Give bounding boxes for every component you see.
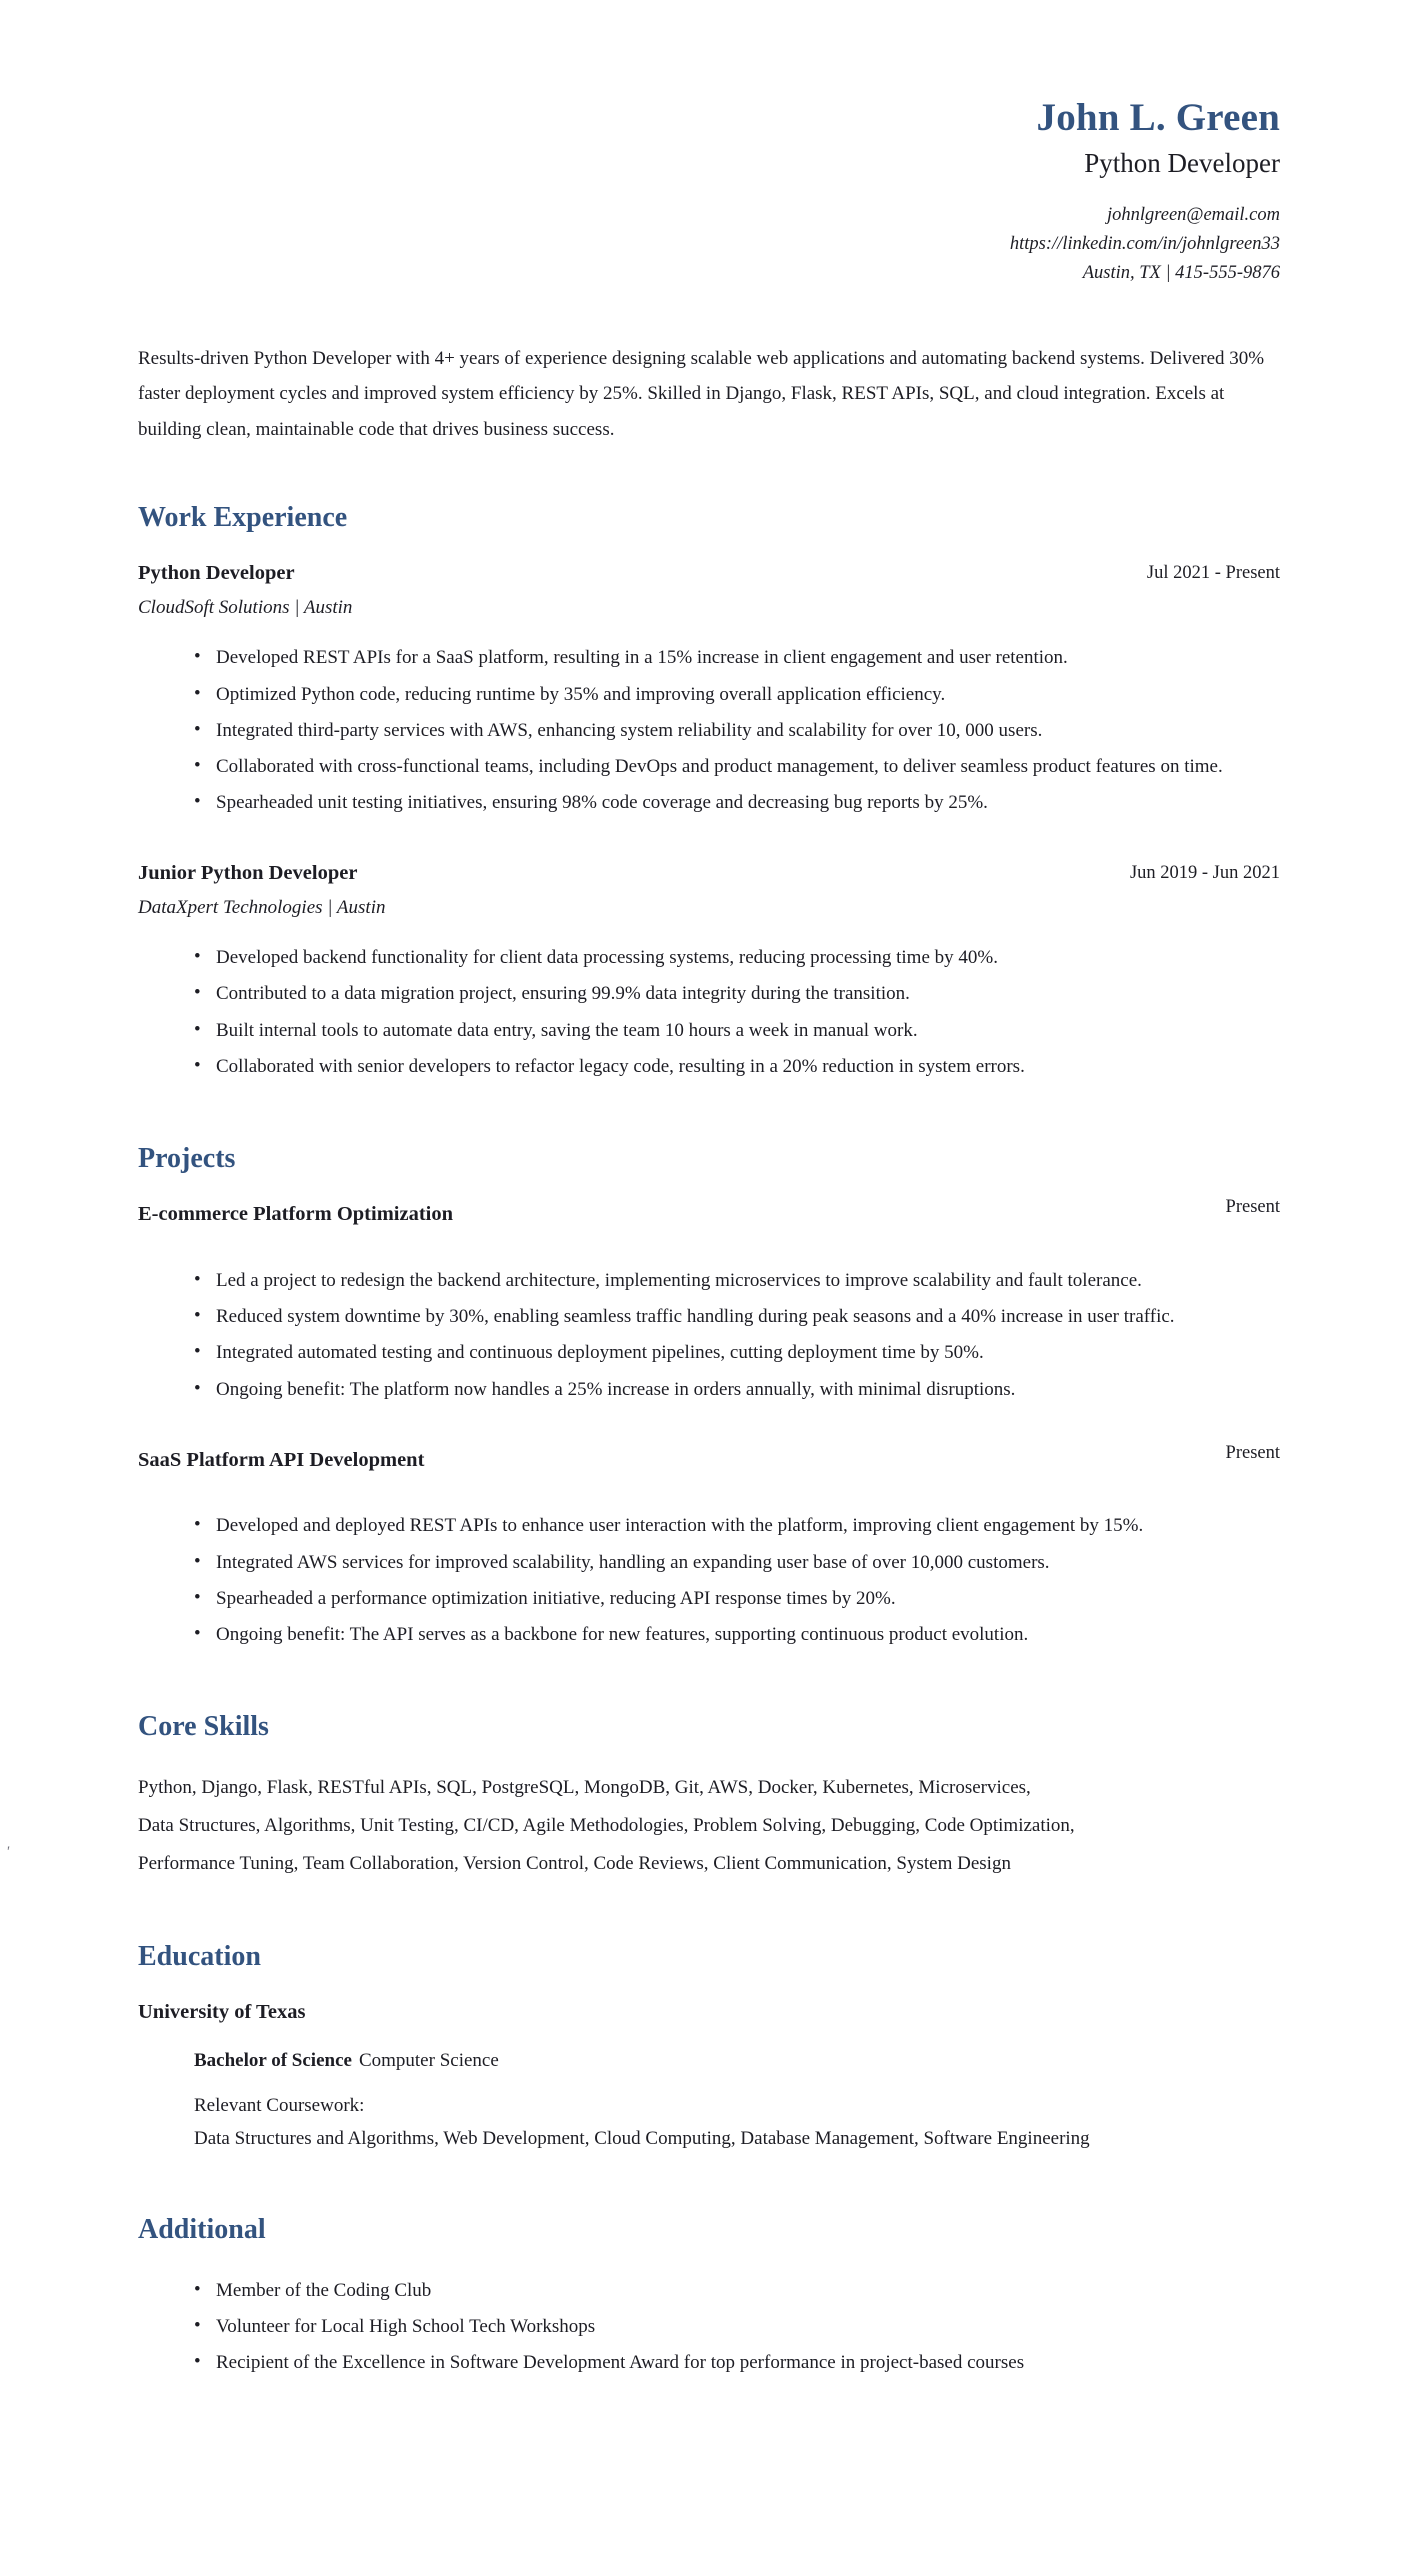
list-item: • Developed and deployed REST APIs to enhance user interaction with the platform, improving client engagement by 15%. bbox=[194, 1508, 1280, 1543]
project-bullets bbox=[138, 1263, 1280, 1407]
list-item: • Volunteer for Local High School Tech Workshops bbox=[194, 2309, 1280, 2344]
project-entry-head bbox=[138, 1442, 1280, 1475]
project-title: SaaS Platform API Development bbox=[138, 1448, 425, 1471]
job-title: Python Developer bbox=[138, 562, 295, 585]
coursework-list: Data Structures and Algorithms, Web Development, Cloud Computing, Database Management, Software Engineering bbox=[194, 2127, 1090, 2149]
project-entry-head bbox=[138, 1197, 1280, 1229]
list-item: • Ongoing benefit: The platform now handles a 25% increase in orders annually, with minimal disruptions. bbox=[194, 1372, 1280, 1407]
education-detail bbox=[138, 2046, 1280, 2155]
section-projects bbox=[138, 1142, 1280, 1652]
scan-artifact: ' bbox=[6, 1844, 10, 1860]
project-bullets bbox=[138, 1508, 1280, 1652]
section-title-skills: Core Skills bbox=[138, 1710, 269, 1742]
project-dates: Present bbox=[1225, 1197, 1280, 1218]
list-item: • Member of the Coding Club bbox=[194, 2273, 1280, 2308]
professional-summary: Results-driven Python Developer with 4+ years of experience designing scalable web applications and automating backend systems. Delivered 30% faster deployment cycles and improved system efficiency by 25%. Skilled in Django, Flask, REST APIs, SQL, and cloud integration. Excels at building clean, maintainable code that drives business success. bbox=[138, 348, 1265, 440]
project-title: E-commerce Platform Optimization bbox=[138, 1203, 453, 1226]
skills-line: Python, Django, Flask, RESTful APIs, SQL, PostgreSQL, MongoDB, Git, AWS, Docker, Kubernetes, Microservices, bbox=[138, 1776, 1031, 1798]
additional-bullets bbox=[138, 2273, 1280, 2380]
contact-email[interactable]: johnlgreen@email.com bbox=[1106, 205, 1280, 226]
coursework-label: Relevant Coursework: bbox=[194, 2095, 365, 2117]
list-item: • Optimized Python code, reducing runtime by 35% and improving overall application efficiency. bbox=[194, 677, 1280, 712]
list-item: • Integrated automated testing and continuous deployment pipelines, cutting deployment time by 50%. bbox=[194, 1335, 1280, 1370]
section-title-work: Work Experience bbox=[138, 501, 348, 533]
skills-line: Performance Tuning, Team Collaboration, Version Control, Code Reviews, Client Communication, System Design bbox=[138, 1852, 1011, 1874]
section-core-skills bbox=[138, 1710, 1280, 1882]
job-title: Junior Python Developer bbox=[138, 862, 358, 885]
project-dates: Present bbox=[1225, 1442, 1280, 1463]
list-item: • Led a project to redesign the backend architecture, implementing microservices to improve scalability and fault tolerance. bbox=[194, 1263, 1280, 1298]
candidate-role: Python Developer bbox=[1084, 147, 1280, 178]
job-bullets bbox=[138, 640, 1280, 820]
project-entry bbox=[138, 1197, 1280, 1406]
contact-linkedin[interactable]: https://linkedin.com/in/johnlgreen33 bbox=[1009, 233, 1280, 254]
education-field: Computer Science bbox=[358, 2050, 499, 2072]
list-item: • Integrated AWS services for improved scalability, handling an expanding user base of over 10,000 customers. bbox=[194, 1545, 1280, 1580]
candidate-name: John L. Green bbox=[1036, 96, 1280, 139]
section-education bbox=[138, 1940, 1280, 2155]
list-item: • Reduced system downtime by 30%, enabling seamless traffic handling during peak seasons and a 40% increase in user traffic. bbox=[194, 1299, 1280, 1334]
list-item: • Integrated third-party services with AWS, enhancing system reliability and scalability for over 10, 000 users. bbox=[194, 713, 1280, 748]
list-item: • Built internal tools to automate data entry, saving the team 10 hours a week in manual work. bbox=[194, 1013, 1280, 1048]
list-item: • Developed backend functionality for client data processing systems, reducing processing time by 40%. bbox=[194, 940, 1280, 975]
education-school: University of Texas bbox=[138, 2001, 306, 2024]
section-title-projects: Projects bbox=[138, 1142, 236, 1174]
job-company-location: CloudSoft Solutions | Austin bbox=[138, 596, 353, 618]
education-degree-line bbox=[194, 2046, 1280, 2076]
job-bullets bbox=[138, 940, 1280, 1084]
contact-location-phone: Austin, TX | 415-555-9876 bbox=[1082, 262, 1280, 283]
list-item: • Contributed to a data migration project, ensuring 99.9% data integrity during the transition. bbox=[194, 976, 1280, 1011]
job-company-location: DataXpert Technologies | Austin bbox=[138, 896, 386, 918]
job-dates: Jun 2019 - Jun 2021 bbox=[1129, 863, 1280, 884]
project-entry bbox=[138, 1442, 1280, 1652]
list-item: • Collaborated with cross-functional teams, including DevOps and product management, to deliver seamless product features on time. bbox=[194, 749, 1280, 784]
education-degree: Bachelor of Science bbox=[194, 2050, 352, 2072]
list-item: • Spearheaded unit testing initiatives, ensuring 98% code coverage and decreasing bug reports by 25%. bbox=[194, 785, 1280, 820]
work-entry bbox=[138, 560, 1280, 820]
section-additional bbox=[138, 2213, 1280, 2380]
section-title-education: Education bbox=[138, 1940, 261, 1972]
resume-header bbox=[138, 96, 1280, 287]
list-item: • Collaborated with senior developers to refactor legacy code, resulting in a 20% reduction in system errors. bbox=[194, 1049, 1280, 1084]
list-item: • Ongoing benefit: The API serves as a backbone for new features, supporting continuous product evolution. bbox=[194, 1617, 1280, 1652]
skills-list bbox=[138, 1770, 1280, 1882]
list-item: • Spearheaded a performance optimization initiative, reducing API response times by 20%. bbox=[194, 1581, 1280, 1616]
job-dates: Jul 2021 - Present bbox=[1146, 563, 1280, 584]
work-entry-head bbox=[138, 560, 1280, 588]
list-item: • Developed REST APIs for a SaaS platform, resulting in a 15% increase in client engagement and user retention. bbox=[194, 640, 1280, 675]
section-work-experience bbox=[138, 501, 1280, 1084]
work-entry bbox=[138, 860, 1280, 1084]
list-item: • Recipient of the Excellence in Software Development Award for top performance in project-based courses bbox=[194, 2345, 1280, 2380]
section-title-additional: Additional bbox=[138, 2214, 266, 2246]
skills-line: Data Structures, Algorithms, Unit Testing, CI/CD, Agile Methodologies, Problem Solving, Debugging, Code Optimization, bbox=[138, 1814, 1075, 1836]
work-entry-head bbox=[138, 860, 1280, 888]
